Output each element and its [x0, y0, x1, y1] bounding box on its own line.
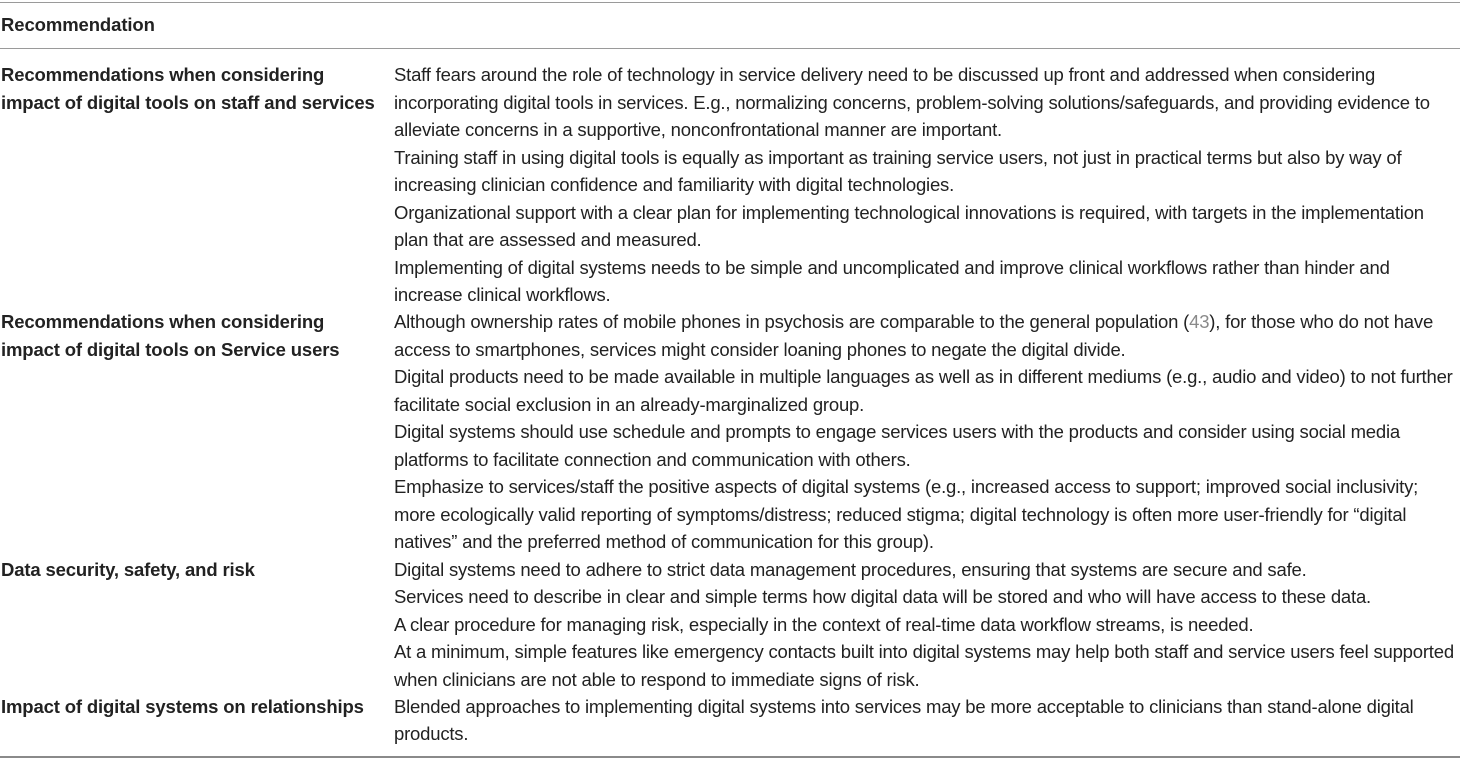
recommendation-text: Digital products need to be made available in multiple languages as well as in different mediums (e.g., audio and video) to not further facilitate social exclusion in an already-marginalized group. — [394, 366, 1453, 415]
recommendation-text: Emphasize to services/staff the positive aspects of digital systems (e.g., increased access to support; improved social inclusivity; more ecologically valid reporting of symptoms/distress; reduced stigma; digital technology is often more user-friendly for “digital natives” and the preferred method of communication for this group). — [394, 476, 1419, 552]
recommendation-text: Staff fears around the role of technology in service delivery need to be discussed up front and addressed when considering incorporating digital tools in services. E.g., normalizing concerns, problem-solving solutions/safeguards, and providing evidence to alleviate concerns in a supportive, nonconfrontational manner are important. — [394, 64, 1430, 140]
recommendation-text: Blended approaches to implementing digital systems into services may be more acceptable to clinicians than stand-alone digital products. — [394, 695, 1414, 744]
row-label: Data security, safety, and risk — [1, 558, 255, 580]
recommendation-text: Digital systems should use schedule and prompts to engage services users with the products and consider using social media platforms to facilitate connection and communication with others. — [394, 421, 1400, 470]
row-content — [394, 556, 1460, 694]
table-top-rule — [0, 2, 1460, 3]
row-label: Impact of digital systems on relationships — [1, 695, 364, 717]
column-header-recommendation: Recommendation — [1, 14, 155, 35]
table-bottom-rule — [0, 756, 1460, 758]
recommendation-text: At a minimum, simple features like emergency contacts built into digital systems may help both staff and service users feel supported when clinicians are not able to respond to immediate signs of risk. — [394, 641, 1454, 690]
recommendation-text: Implementing of digital systems needs to be simple and uncomplicated and improve clinical workflows rather than hinder and increase clinical workflows. — [394, 256, 1390, 305]
recommendation-text: Digital systems need to adhere to strict data management procedures, ensuring that systems are secure and safe. — [394, 558, 1307, 580]
recommendation-text: Training staff in using digital tools is equally as important as training service users, not just in practical terms but also by way of increasing clinician confidence and familiarity with digital technologies. — [394, 146, 1402, 195]
row-content — [394, 693, 1460, 748]
recommendation-text: Although ownership rates of mobile phones in psychosis are comparable to the general population (43), for those who do not have access to smartphones, services might consider loaning phones to negate the digital divide. — [394, 311, 1434, 360]
citation-reference[interactable]: 43 — [1189, 311, 1210, 332]
recommendation-text: A clear procedure for managing risk, especially in the context of real-time data workflow streams, is needed. — [394, 613, 1254, 635]
recommendation-text: Organizational support with a clear plan for implementing technological innovations is required, with targets in the implementation plan that are assessed and measured. — [394, 201, 1424, 250]
row-label: Recommendations when considering impact of digital tools on staff and services — [1, 64, 375, 113]
row-label: Recommendations when considering impact of digital tools on Service users — [1, 311, 340, 360]
row-content — [394, 308, 1460, 556]
recommendation-text: Services need to describe in clear and simple terms how digital data will be stored and who will have access to these data. — [394, 586, 1371, 607]
header-rule — [0, 48, 1460, 49]
row-content — [394, 61, 1460, 309]
